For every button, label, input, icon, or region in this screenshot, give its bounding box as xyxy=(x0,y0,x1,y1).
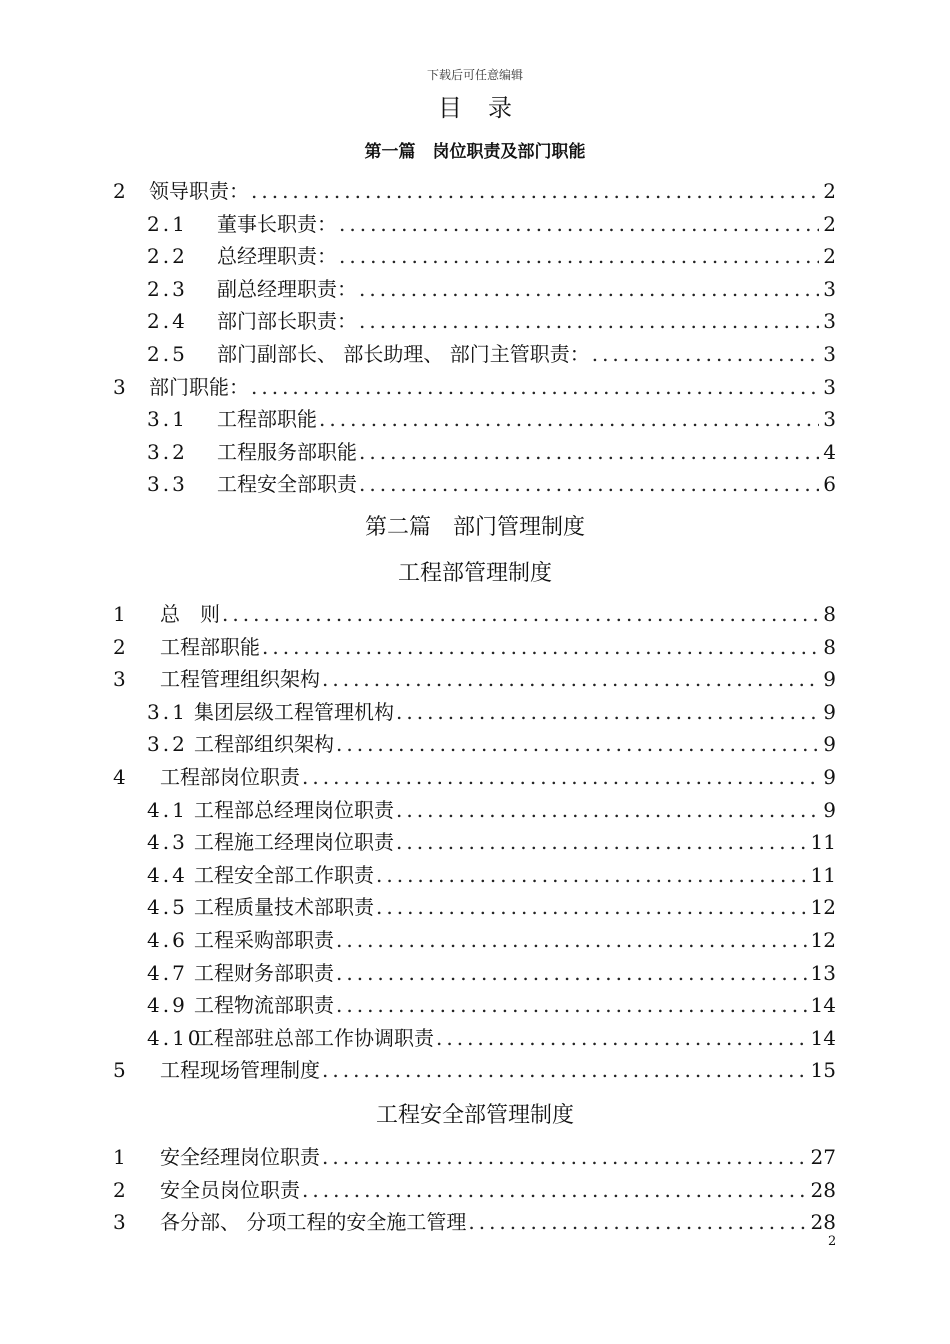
toc-entry[interactable] xyxy=(0,208,950,241)
toc-entry-page: 3 xyxy=(823,341,836,366)
toc-entry-page: 3 xyxy=(823,309,836,334)
toc-entry-number: 4.1 xyxy=(147,797,188,822)
header-note: 下载后可任意编辑 xyxy=(426,68,523,82)
toc-entry-number: 1 xyxy=(113,1145,129,1169)
section-a-title: 工程部管理制度 xyxy=(397,561,552,586)
toc-entry-number: 3.2 xyxy=(147,439,188,464)
toc-entry-label: 工程安全部职责 xyxy=(217,472,357,497)
toc-entry-page: 3 xyxy=(823,276,836,301)
toc-entry-number: 4.10 xyxy=(147,1025,204,1050)
toc-entry-page: 14 xyxy=(810,993,836,1018)
toc-entry[interactable] xyxy=(0,403,950,436)
toc-dot-leader xyxy=(359,468,819,501)
toc-entry-page: 28 xyxy=(810,1210,836,1235)
toc-dot-leader xyxy=(262,631,819,664)
toc-entry-number: 4.3 xyxy=(147,830,188,855)
part1-title: 第一篇 岗位职责及部门职能 xyxy=(364,142,586,162)
toc-entry[interactable] xyxy=(0,728,950,761)
toc-entry-label: 工程财务部职责 xyxy=(194,960,334,985)
toc-dot-leader xyxy=(302,761,819,794)
toc-entry-number: 4.9 xyxy=(147,993,188,1018)
toc-entry-number: 4.5 xyxy=(147,895,188,920)
toc-entry-page: 8 xyxy=(823,634,836,659)
toc-entry-page: 3 xyxy=(823,374,836,399)
toc-dot-leader xyxy=(396,696,819,729)
toc-entry-label: 工程现场管理制度 xyxy=(160,1058,320,1083)
toc-dot-leader xyxy=(376,859,807,892)
toc-entry-page: 2 xyxy=(823,211,836,236)
toc-entry-label: 各分部、 分项工程的安全施工管理 xyxy=(160,1210,467,1235)
toc-dot-leader xyxy=(396,794,819,827)
toc-entry-page: 27 xyxy=(810,1145,836,1169)
toc-entry[interactable] xyxy=(0,598,950,631)
toc-entry[interactable] xyxy=(0,761,950,794)
toc-entry[interactable] xyxy=(0,371,950,404)
toc-entry[interactable] xyxy=(0,1054,950,1087)
toc-entry-page: 2 xyxy=(823,244,836,269)
toc-entry-label: 工程部职能 xyxy=(160,634,260,659)
toc-entry-page: 12 xyxy=(810,895,836,920)
toc-entry-page: 13 xyxy=(810,960,836,985)
toc-entry-page: 14 xyxy=(810,1025,836,1050)
toc-entry-page: 9 xyxy=(823,699,836,724)
toc-entry-number: 3.2 xyxy=(147,732,188,757)
toc-entry[interactable] xyxy=(0,989,950,1022)
toc-dot-leader xyxy=(302,1174,807,1207)
toc-entry[interactable] xyxy=(0,631,950,664)
toc-entry-label: 部门副部长、 部长助理、 部门主管职责： xyxy=(217,341,590,366)
toc-dot-leader xyxy=(336,924,807,957)
toc-dot-leader xyxy=(336,957,807,990)
toc-entry-number: 2 xyxy=(113,1177,129,1202)
toc-entry[interactable] xyxy=(0,436,950,469)
toc-entry[interactable] xyxy=(0,924,950,957)
toc-dot-leader xyxy=(396,826,807,859)
toc-entry-label: 副总经理职责： xyxy=(217,276,357,301)
toc-entry-number: 4.7 xyxy=(147,960,188,985)
toc-list-part1 xyxy=(0,175,950,501)
toc-list-section-b xyxy=(0,1141,950,1239)
toc-entry-label: 工程部岗位职责 xyxy=(160,764,300,789)
toc-entry-page: 9 xyxy=(823,732,836,757)
toc-entry-label: 工程部职能 xyxy=(217,407,317,432)
toc-entry-number: 2.5 xyxy=(147,341,188,366)
toc-entry[interactable] xyxy=(0,468,950,501)
toc-entry-number: 3 xyxy=(113,667,129,692)
toc-entry[interactable] xyxy=(0,891,950,924)
toc-dot-leader xyxy=(222,598,819,631)
toc-entry-label: 领导职责： xyxy=(149,179,249,203)
toc-entry-page: 9 xyxy=(823,667,836,692)
toc-list-section-a xyxy=(0,598,950,1087)
toc-entry[interactable] xyxy=(0,338,950,371)
toc-entry-label: 工程管理组织架构 xyxy=(160,667,320,692)
toc-entry-page: 11 xyxy=(810,830,836,855)
toc-entry-label: 工程采购部职责 xyxy=(194,927,334,952)
toc-entry-label: 工程部驻总部工作协调职责 xyxy=(194,1025,434,1050)
toc-entry-number: 1 xyxy=(113,602,129,626)
toc-entry-label: 工程服务部职能 xyxy=(217,439,357,464)
toc-dot-leader xyxy=(319,403,819,436)
toc-dot-leader xyxy=(359,305,819,338)
toc-entry-label: 部门部长职责： xyxy=(217,309,357,334)
toc-entry-number: 2.1 xyxy=(147,211,188,236)
toc-entry[interactable] xyxy=(0,859,950,892)
toc-entry-label: 安全员岗位职责 xyxy=(160,1177,300,1202)
toc-dot-leader xyxy=(592,338,820,371)
toc-entry-label: 工程部组织架构 xyxy=(194,732,334,757)
toc-dot-leader xyxy=(436,1022,807,1055)
toc-dot-leader xyxy=(322,663,819,696)
toc-entry-number: 2 xyxy=(113,179,129,203)
toc-entry-number: 3.1 xyxy=(147,699,188,724)
toc-entry[interactable] xyxy=(0,957,950,990)
toc-dot-leader xyxy=(359,436,819,469)
toc-entry[interactable] xyxy=(0,696,950,729)
toc-entry[interactable] xyxy=(0,1206,950,1239)
toc-entry-page: 15 xyxy=(810,1058,836,1083)
toc-entry-label: 工程施工经理岗位职责 xyxy=(194,830,394,855)
toc-entry[interactable] xyxy=(0,1174,950,1207)
toc-entry-label: 总 则 xyxy=(160,602,220,626)
toc-entry-page: 8 xyxy=(823,602,836,626)
toc-entry[interactable] xyxy=(0,663,950,696)
toc-entry-number: 3 xyxy=(113,1210,129,1235)
toc-entry-page: 28 xyxy=(810,1177,836,1202)
toc-entry-page: 9 xyxy=(823,764,836,789)
toc-entry-label: 工程安全部工作职责 xyxy=(194,862,374,887)
toc-entry-label: 工程物流部职责 xyxy=(194,993,334,1018)
toc-entry-number: 2.4 xyxy=(147,309,188,334)
toc-entry[interactable] xyxy=(0,826,950,859)
toc-entry-page: 12 xyxy=(810,927,836,952)
toc-entry-page: 11 xyxy=(810,862,836,887)
toc-dot-leader xyxy=(468,1206,806,1239)
page-number: 2 xyxy=(828,1234,837,1249)
toc-entry-number: 3 xyxy=(113,374,129,399)
toc-entry-number: 2 xyxy=(113,634,129,659)
toc-dot-leader xyxy=(339,208,819,241)
toc-entry-number: 4.4 xyxy=(147,862,188,887)
toc-entry-label: 工程质量技术部职责 xyxy=(194,895,374,920)
toc-entry-label: 总经理职责： xyxy=(217,244,337,269)
toc-entry[interactable] xyxy=(0,175,950,208)
toc-dot-leader xyxy=(251,371,819,404)
toc-entry-label: 集团层级工程管理机构 xyxy=(194,699,394,724)
toc-entry[interactable] xyxy=(0,1141,950,1174)
toc-title: 目录 xyxy=(438,94,538,122)
toc-entry[interactable] xyxy=(0,240,950,273)
toc-dot-leader xyxy=(251,175,819,208)
toc-dot-leader xyxy=(376,891,807,924)
toc-entry[interactable] xyxy=(0,305,950,338)
toc-entry-page: 2 xyxy=(823,179,836,203)
toc-entry-number: 4 xyxy=(113,764,129,789)
section-b-title: 工程安全部管理制度 xyxy=(375,1103,574,1128)
toc-entry-label: 部门职能： xyxy=(149,374,249,399)
part2-title: 第二篇 部门管理制度 xyxy=(364,515,585,540)
toc-dot-leader xyxy=(339,240,819,273)
toc-entry[interactable] xyxy=(0,273,950,306)
toc-entry-page: 6 xyxy=(823,472,836,497)
toc-dot-leader xyxy=(322,1054,807,1087)
toc-dot-leader xyxy=(322,1141,807,1174)
toc-entry-label: 工程部总经理岗位职责 xyxy=(194,797,394,822)
toc-dot-leader xyxy=(336,989,807,1022)
toc-dot-leader xyxy=(336,728,819,761)
toc-entry-page: 3 xyxy=(823,407,836,432)
toc-entry-label: 董事长职责： xyxy=(217,211,337,236)
toc-entry-number: 3.1 xyxy=(147,407,188,432)
toc-entry-page: 4 xyxy=(823,439,836,464)
toc-entry-number: 3.3 xyxy=(147,472,188,497)
toc-entry-label: 安全经理岗位职责 xyxy=(160,1145,320,1169)
toc-entry[interactable] xyxy=(0,1022,950,1055)
toc-entry-number: 2.3 xyxy=(147,276,188,301)
toc-entry-number: 5 xyxy=(113,1058,129,1083)
toc-entry-number: 4.6 xyxy=(147,927,188,952)
toc-dot-leader xyxy=(359,273,819,306)
toc-entry[interactable] xyxy=(0,794,950,827)
toc-entry-number: 2.2 xyxy=(147,244,188,269)
toc-entry-page: 9 xyxy=(823,797,836,822)
